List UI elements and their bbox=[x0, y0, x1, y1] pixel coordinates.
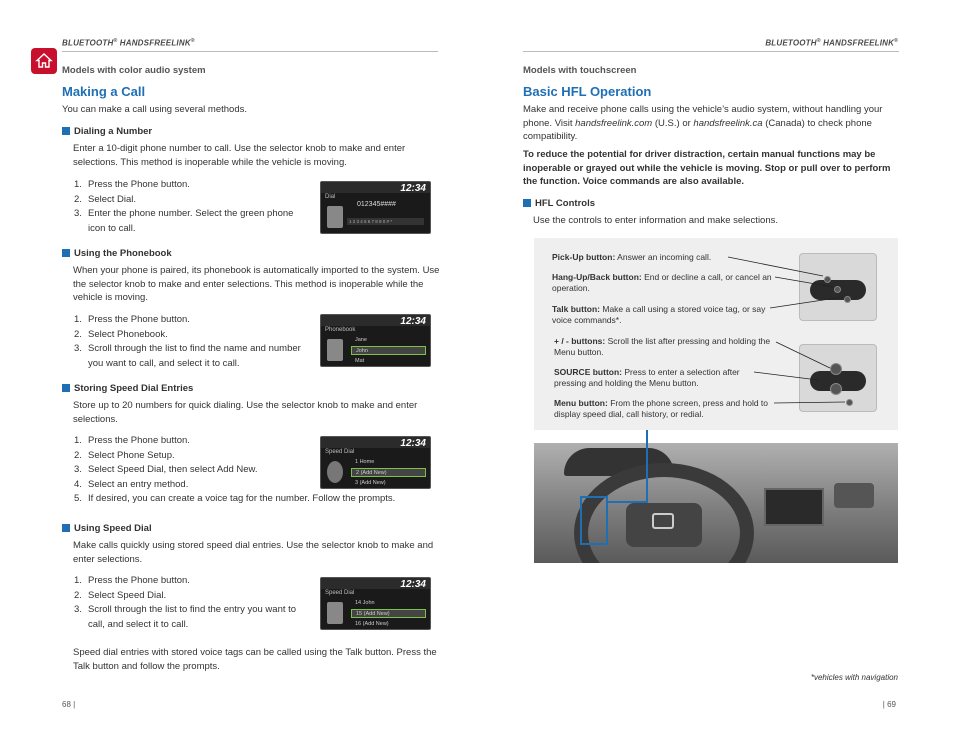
step: 1. Press the Phone button. bbox=[74, 435, 190, 446]
subsection-heading: Dialing a Number bbox=[62, 126, 152, 137]
phonebook-screen: 12:34 Phonebook Jane John Mat bbox=[320, 314, 431, 367]
subsection-heading: Using Speed Dial bbox=[62, 523, 152, 534]
brand-logo bbox=[652, 513, 674, 529]
subsection-heading: Storing Speed Dial Entries bbox=[62, 383, 193, 394]
footnote: *vehicles with navigation bbox=[810, 673, 898, 682]
step: 2. Select Phonebook. bbox=[74, 328, 168, 340]
step: 3. Select Speed Dial, then select Add New. bbox=[74, 464, 258, 475]
subsection-body: Make calls quickly using stored speed dial entries. Use the selector knob to make and enter selections. bbox=[73, 540, 434, 565]
running-head: BLUETOOTH® HANDSFREELINK® bbox=[62, 38, 195, 48]
speed-dial-setup-screen: 12:34 Speed Dial 1 Home 2 (Add New) 3 (Add New) bbox=[320, 436, 431, 489]
subsection-body: When your phone is paired, its phonebook is automatically imported to the system. Use the selector knob to make and enter selections. This method is inoperable while the vehicle is moving. bbox=[73, 265, 440, 303]
connector-line bbox=[608, 501, 648, 503]
step: 2. Select Speed Dial. bbox=[74, 589, 167, 601]
step: 4. Select an entry method. bbox=[74, 478, 189, 490]
page-title: Basic HFL Operation bbox=[523, 84, 652, 99]
source-button-callout: SOURCE button: Press to enter a selection after pressing and holding the Menu button. bbox=[554, 367, 740, 388]
step: 3. Scroll through the list to find the name and number you want to call, and select it to call. bbox=[74, 343, 301, 369]
dial-screen: 12:34 Dial 012345#### 1 2 3 4 5 6 7 8 9 0 # * bbox=[320, 181, 431, 234]
pickup-button-callout: Pick-Up button: Answer an incoming call. bbox=[552, 252, 712, 262]
step: 2. Select Dial. bbox=[74, 193, 137, 205]
intro-text: You can make a call using several methods. bbox=[62, 104, 248, 115]
talk-button-callout: Talk button: Make a call using a stored voice tag, or say voice commands*. bbox=[552, 304, 766, 325]
step: 3. Enter the phone number. Select the green phone icon to call. bbox=[74, 208, 294, 234]
running-head: BLUETOOTH® HANDSFREELINK® bbox=[765, 38, 898, 48]
menu-button-callout: Menu button: From the phone screen, press and hold to display speed dial, call history, or redial. bbox=[554, 398, 769, 419]
driver-distraction-warning: To reduce the potential for driver distraction, certain manual functions may be inoperable or grayed out while the vehicle is moving. Stop or pull over to perform the function. Voice commands are also available. bbox=[523, 149, 891, 187]
step: 5. If desired, you can create a voice tag for the number. Follow the prompts. bbox=[74, 493, 396, 504]
subsection-body: Enter a 10-digit phone number to call. Use the selector knob to make and enter selections. This method is inoperable while the vehicle is moving. bbox=[73, 143, 406, 168]
page-number: 68 | bbox=[62, 700, 76, 709]
plus-minus-buttons-callout: + / - buttons: Scroll the list after pressing and holding the Menu button. bbox=[554, 336, 771, 357]
page-number: | 69 bbox=[882, 700, 896, 709]
step: 1. Press the Phone button. bbox=[74, 575, 190, 586]
step: 1. Press the Phone button. bbox=[74, 179, 190, 190]
link-handsfreelink-ca[interactable]: handsfreelink.ca bbox=[693, 117, 763, 129]
section-subhead: Models with touchscreen bbox=[523, 65, 637, 76]
subsection-heading: Using the Phonebook bbox=[62, 248, 172, 259]
speed-dial-note: Speed dial entries with stored voice tags can be called using the Talk button. Press the Talk button and follow the prompts. bbox=[73, 647, 437, 672]
step: 3. Scroll through the list to find the entry you want to call, and select it to call. bbox=[74, 604, 297, 630]
controls-highlight-box bbox=[580, 496, 608, 545]
hangup-button-callout: Hang-Up/Back button: End or decline a call, or cancel an operation. bbox=[552, 272, 772, 293]
subsection-heading: HFL Controls bbox=[523, 198, 595, 209]
connector-line bbox=[646, 430, 648, 503]
section-subhead: Models with color audio system bbox=[62, 65, 206, 76]
subsection-body: Use the controls to enter information and make selections. bbox=[533, 215, 779, 226]
step: 1. Press the Phone button. bbox=[74, 314, 190, 325]
link-handsfreelink-com[interactable]: handsfreelink.com bbox=[575, 117, 653, 129]
page-title: Making a Call bbox=[62, 84, 146, 99]
subsection-body: Store up to 20 numbers for quick dialing. Use the selector knob to make and enter selections. bbox=[73, 400, 418, 425]
speed-dial-screen: 12:34 Speed Dial 14 John 15 (Add New) 16 (Add New) bbox=[320, 577, 431, 630]
step: 2. Select Phone Setup. bbox=[74, 449, 175, 461]
intro-text: Make and receive phone calls using the vehicle’s audio system, without handling your phone. Visit handsfreelink.com (U.S.) or handsfreelink.ca (Canada) to check phone compatibility. bbox=[523, 104, 883, 142]
